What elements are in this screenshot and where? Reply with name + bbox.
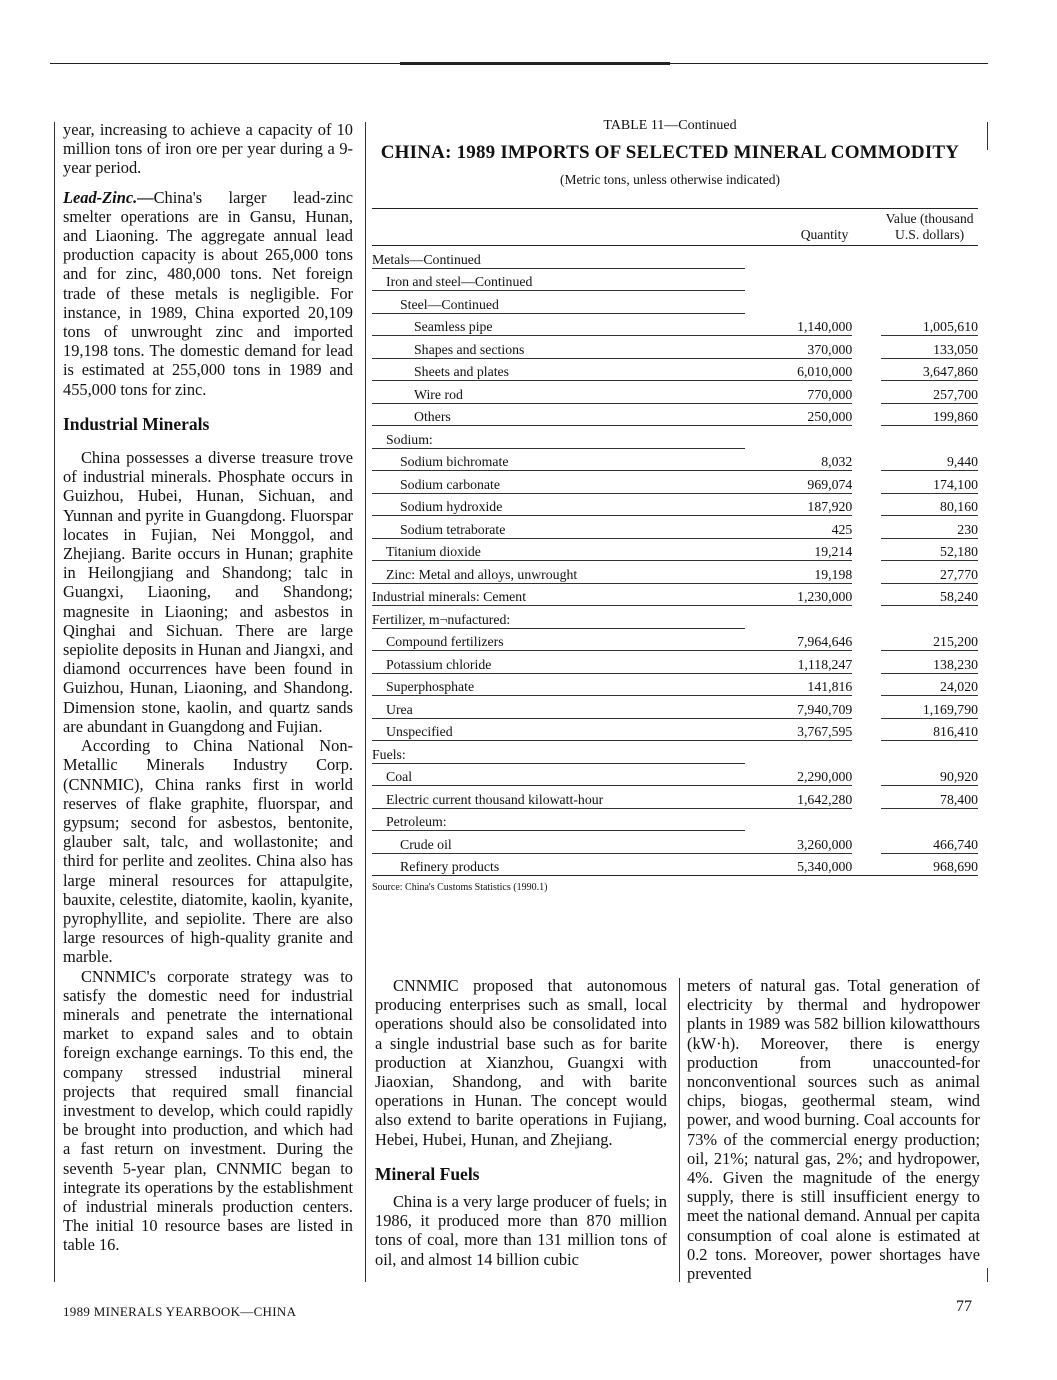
row-gap <box>852 561 881 584</box>
header-value: Value (thousand U.S. dollars) <box>885 211 974 242</box>
row-quantity <box>745 246 852 269</box>
row-value: 968,690 <box>881 853 978 876</box>
paragraph-treasure-trove: China possesses a diverse treasure trove of industrial minerals. Phosphate occurs in Guizhou, Hubei, Hunan, Sichuan, and Yunnan and pyrite in Guangdong. Fluorspar locates in Fujian, Nei Monggol, and Zhejiang. Barite occurs in Hunan; graphite in Heilongjiang and Shandong; talc in Guangxi, Liaoning, and Shandong; magnesite in Liaoning; and asbestos in Qinghai and Sichuan. There are large sepiolite deposits in Hunan and Jiangxi, and diamond occurrences have been found in Guizhou, Hunan, Liaoning, and Shandong. Dimension stone, kaolin, and quartz sands are abundant in Guangdong and Fujian. <box>63 448 353 736</box>
row-quantity: 187,920 <box>745 493 852 516</box>
row-value: 199,860 <box>881 403 978 426</box>
row-quantity: 19,198 <box>745 561 852 584</box>
table-continued-label: TABLE 11—Continued <box>603 118 737 133</box>
row-quantity: 7,964,646 <box>745 628 852 651</box>
lead-zinc-text: China's larger lead-zinc smelter operations are in Gansu, Hunan, and Liaoning. The aggregate annual lead production capacity is about 265,000 tons and for zinc, 480,000 tons. Net foreign trade of these metals is negligible. For instance, in 1989, China exported 20,109 tons of unwrought zinc and imported 19,198 tons. The domestic demand for lead is estimated at 255,000 tons in 1989 and 455,000 tons for zinc. <box>63 187 353 399</box>
row-label: Iron and steel—Continued <box>372 268 745 291</box>
row-quantity: 770,000 <box>745 381 852 404</box>
table-row <box>372 763 978 786</box>
row-label: Steel—Continued <box>372 291 745 314</box>
row-quantity: 8,032 <box>745 448 852 471</box>
row-gap <box>852 651 881 674</box>
table-row <box>372 673 978 696</box>
row-label: Sodium bichromate <box>372 448 745 471</box>
row-quantity <box>745 268 852 291</box>
row-label: Titanium dioxide <box>372 538 745 561</box>
imports-table <box>372 208 978 876</box>
page-number: 77 <box>956 1298 972 1315</box>
column-divider-bottom <box>679 978 680 1282</box>
row-gap <box>852 831 881 854</box>
row-value: 90,920 <box>881 763 978 786</box>
row-gap <box>852 606 881 629</box>
row-value: 816,410 <box>881 718 978 741</box>
row-gap <box>852 696 881 719</box>
table-row <box>372 786 978 809</box>
row-value <box>881 268 978 291</box>
row-label: Zinc: Metal and alloys, unwrought <box>372 561 745 584</box>
row-value: 3,647,860 <box>881 358 978 381</box>
row-quantity: 6,010,000 <box>745 358 852 381</box>
run-in-heading-lead-zinc: Lead-Zinc.— <box>63 187 154 207</box>
table-row <box>372 628 978 651</box>
table-row <box>372 268 978 291</box>
table-row <box>372 493 978 516</box>
right-column <box>687 976 980 1283</box>
row-label: Urea <box>372 696 745 719</box>
row-label: Crude oil <box>372 831 745 854</box>
row-gap <box>852 718 881 741</box>
middle-column <box>375 976 667 1269</box>
row-gap <box>852 403 881 426</box>
row-quantity: 1,140,000 <box>745 313 852 336</box>
table-row <box>372 561 978 584</box>
table-source: Source: China's Customs Statistics (1990.1) <box>372 882 548 893</box>
table-row <box>372 651 978 674</box>
row-quantity <box>745 808 852 831</box>
row-quantity: 425 <box>745 516 852 539</box>
paragraph-cnnmic-reserves: According to China National Non-Metallic Minerals Industry Corp. (CNNMIC), China ranks first in world reserves of flake graphite, fluorspar, and gypsum; second for asbestos, bentonite, glauber salt, talc, and wollastonite; and third for perlite and zeolites. China also has large mineral resources for attapulgite, bauxite, celestite, diatomite, kaolin, kyanite, pyrophyllite, and sepiolite. There are also large resources of high-quality granite and marble. <box>63 736 353 967</box>
table-row <box>372 426 978 449</box>
row-label: Unspecified <box>372 718 745 741</box>
row-value: 466,740 <box>881 831 978 854</box>
table-title: CHINA: 1989 IMPORTS OF SELECTED MINERAL COMMODITY <box>380 142 960 163</box>
table-row <box>372 381 978 404</box>
table-row <box>372 831 978 854</box>
row-gap <box>852 291 881 314</box>
row-gap <box>852 673 881 696</box>
table-row <box>372 403 978 426</box>
column-divider <box>365 122 366 1282</box>
row-gap <box>852 471 881 494</box>
row-label: Refinery products <box>372 853 745 876</box>
row-quantity <box>745 426 852 449</box>
row-gap <box>852 448 881 471</box>
top-rule-accent <box>400 62 670 65</box>
row-gap <box>852 741 881 764</box>
row-quantity: 370,000 <box>745 336 852 359</box>
table-row <box>372 853 978 876</box>
header-quantity: Quantity <box>800 227 849 242</box>
row-label: Potassium chloride <box>372 651 745 674</box>
row-value <box>881 291 978 314</box>
row-quantity: 3,260,000 <box>745 831 852 854</box>
table-row <box>372 606 978 629</box>
row-label: Metals—Continued <box>372 246 745 269</box>
row-value: 174,100 <box>881 471 978 494</box>
row-quantity: 141,816 <box>745 673 852 696</box>
row-value: 27,770 <box>881 561 978 584</box>
row-gap <box>852 381 881 404</box>
row-gap <box>852 763 881 786</box>
row-value <box>881 246 978 269</box>
row-value: 215,200 <box>881 628 978 651</box>
row-quantity: 1,642,280 <box>745 786 852 809</box>
row-gap <box>852 538 881 561</box>
row-value: 52,180 <box>881 538 978 561</box>
table-body <box>372 246 978 876</box>
paragraph-natural-gas: meters of natural gas. Total generation of electricity by thermal and hydropower plants in 1989 was 582 billion kilowatthours (kW·h). Moreover, there is energy production from unaccounted-for nonconventional sources such as animal chips, biogas, geothermal steam, wind power, and wood burning. Coal accounts for 73% of the commercial energy production; oil, 21%; natural gas, 2%; and hydropower, 4%. Given the magnitude of the energy supply, there is still insufficient energy to meet the national demand. Annual per capita consumption of coal alone is estimated at 0.2 tons. Moreover, power shortages have prevented <box>687 976 980 1284</box>
row-quantity: 1,230,000 <box>745 583 852 606</box>
row-value: 9,440 <box>881 448 978 471</box>
table-row <box>372 516 978 539</box>
table-row <box>372 538 978 561</box>
row-label: Superphosphate <box>372 673 745 696</box>
table-row <box>372 313 978 336</box>
row-value <box>881 741 978 764</box>
row-gap <box>852 808 881 831</box>
table-row <box>372 741 978 764</box>
paragraph-cnnmic-strategy: CNNMIC's corporate strategy was to satisfy the domestic need for industrial minerals and penetrate the international market to expand sales and to obtain foreign exchange earnings. To this end, the company stressed industrial mineral projects that required small financial investment to develop, which could rapidly be brought into production, and which had a fast return on investment. During the seventh 5-year plan, CNNMIC began to integrate its operations by the establishment of industrial minerals production centers. The initial 10 resource bases are listed in table 16. <box>63 966 353 1255</box>
row-gap <box>852 358 881 381</box>
paragraph-iron-ore: year, increasing to achieve a capacity of 10 million tons of iron ore per year during a 9-year period. <box>63 120 353 178</box>
right-margin-bar-bottom <box>987 1268 988 1282</box>
row-gap <box>852 786 881 809</box>
row-gap <box>852 246 881 269</box>
left-margin-bar <box>54 122 55 1282</box>
row-label: Shapes and sections <box>372 336 745 359</box>
row-label: Sodium carbonate <box>372 471 745 494</box>
table-row <box>372 808 978 831</box>
row-gap <box>852 268 881 291</box>
row-quantity: 250,000 <box>745 403 852 426</box>
row-label: Sodium: <box>372 426 745 449</box>
row-value: 138,230 <box>881 651 978 674</box>
row-quantity: 3,767,595 <box>745 718 852 741</box>
row-label: Compound fertilizers <box>372 628 745 651</box>
row-quantity: 7,940,709 <box>745 696 852 719</box>
header-commodity <box>372 209 745 246</box>
row-value: 1,005,610 <box>881 313 978 336</box>
row-value: 230 <box>881 516 978 539</box>
row-gap <box>852 336 881 359</box>
row-label: Fuels: <box>372 741 745 764</box>
heading-mineral-fuels: Mineral Fuels <box>375 1163 480 1184</box>
table-row <box>372 448 978 471</box>
row-value: 78,400 <box>881 786 978 809</box>
row-gap <box>852 493 881 516</box>
row-quantity: 19,214 <box>745 538 852 561</box>
row-quantity <box>745 606 852 629</box>
header-gap <box>852 209 881 246</box>
row-value: 80,160 <box>881 493 978 516</box>
row-value <box>881 808 978 831</box>
row-label: Sodium hydroxide <box>372 493 745 516</box>
row-gap <box>852 628 881 651</box>
table-row <box>372 583 978 606</box>
row-label: Seamless pipe <box>372 313 745 336</box>
row-value: 58,240 <box>881 583 978 606</box>
row-label: Industrial minerals: Cement <box>372 583 745 606</box>
row-value: 133,050 <box>881 336 978 359</box>
table-11 <box>372 118 978 893</box>
row-label: Sheets and plates <box>372 358 745 381</box>
row-value <box>881 426 978 449</box>
row-quantity <box>745 741 852 764</box>
row-label: Fertilizer, m¬nufactured: <box>372 606 745 629</box>
row-gap <box>852 313 881 336</box>
row-label: Coal <box>372 763 745 786</box>
row-gap <box>852 516 881 539</box>
table-row <box>372 718 978 741</box>
row-label: Electric current thousand kilowatt-hour <box>372 786 745 809</box>
heading-industrial-minerals: Industrial Minerals <box>63 413 210 434</box>
paragraph-fuels-production: China is a very large producer of fuels; in 1986, it produced more than 870 million tons of coal, more than 131 million tons of oil, and almost 14 billion cubic <box>375 1192 667 1269</box>
row-label: Petroleum: <box>372 808 745 831</box>
table-row <box>372 291 978 314</box>
row-value: 24,020 <box>881 673 978 696</box>
row-label: Wire rod <box>372 381 745 404</box>
row-value: 1,169,790 <box>881 696 978 719</box>
table-row <box>372 246 978 269</box>
row-label: Others <box>372 403 745 426</box>
row-quantity: 2,290,000 <box>745 763 852 786</box>
left-column <box>63 120 353 1255</box>
row-quantity: 1,118,247 <box>745 651 852 674</box>
row-gap <box>852 583 881 606</box>
table-subtitle: (Metric tons, unless otherwise indicated) <box>559 172 781 187</box>
table-row <box>372 358 978 381</box>
table-row <box>372 471 978 494</box>
right-margin-bar <box>987 122 988 150</box>
row-quantity <box>745 291 852 314</box>
paragraph-lead-zinc <box>63 188 353 399</box>
row-value <box>881 606 978 629</box>
table-header-row <box>372 209 978 246</box>
row-gap <box>852 853 881 876</box>
paragraph-cnnmic-consolidation: CNNMIC proposed that autonomous producing enterprises such as small, local operations should also be consolidated into a single industrial base such as for barite production at Xianzhou, Guangxi with Jiaoxian, Shandong, and with barite operations in Hunan. The concept would also extend to barite operations in Fujiang, Hebei, Hubei, Hunan, and Zhejiang. <box>375 976 667 1149</box>
row-gap <box>852 426 881 449</box>
row-quantity: 5,340,000 <box>745 853 852 876</box>
row-quantity: 969,074 <box>745 471 852 494</box>
table-row <box>372 336 978 359</box>
row-value: 257,700 <box>881 381 978 404</box>
table-row <box>372 696 978 719</box>
running-footer: 1989 MINERALS YEARBOOK—CHINA <box>63 1304 297 1319</box>
row-label: Sodium tetraborate <box>372 516 745 539</box>
